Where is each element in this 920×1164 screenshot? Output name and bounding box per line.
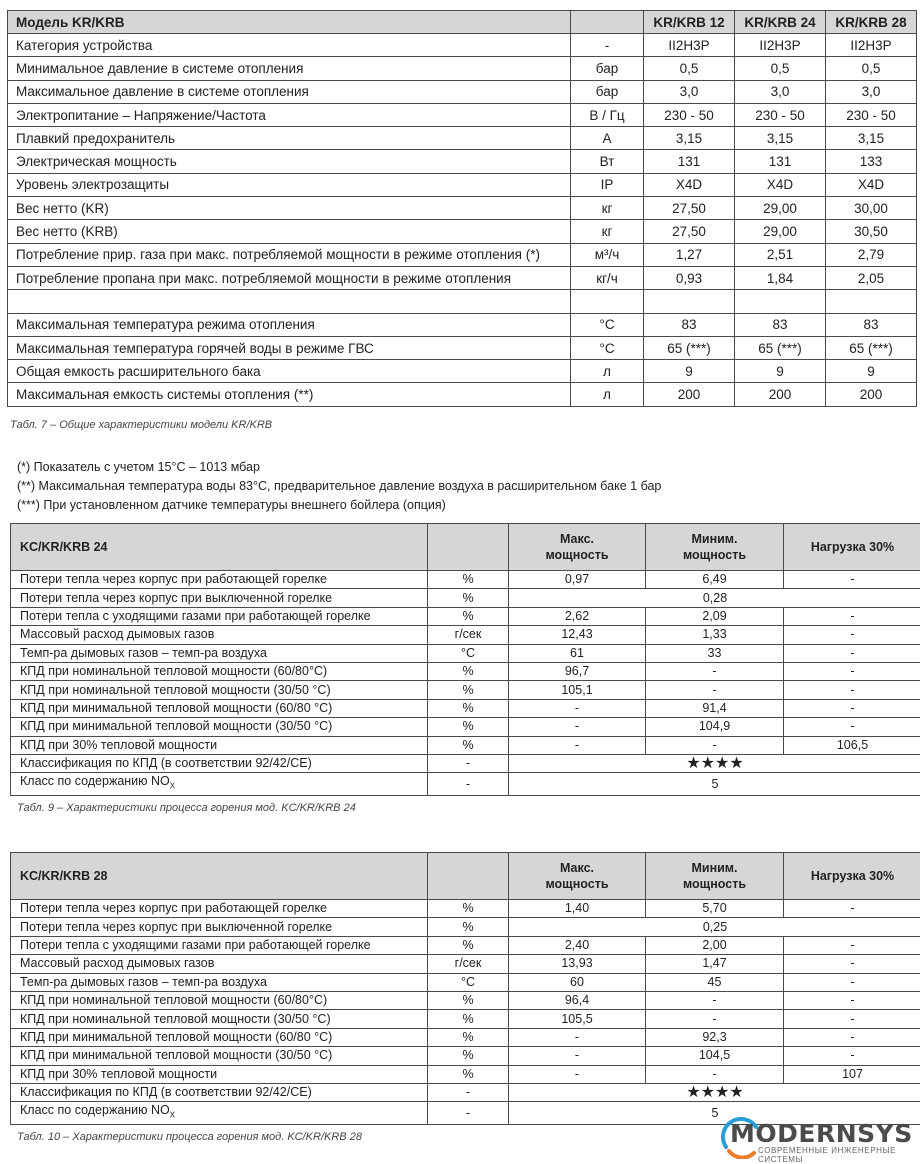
row-value: II2H3P xyxy=(826,34,917,57)
row-value-min: 92,3 xyxy=(646,1028,784,1046)
combustion-table-24-body xyxy=(11,571,920,796)
row-value: 83 xyxy=(735,313,826,336)
table-row xyxy=(8,313,917,336)
table-row xyxy=(8,34,917,57)
row-value-min: 104,9 xyxy=(646,718,784,736)
row-value-max: 2,62 xyxy=(509,607,646,625)
header-max-power xyxy=(509,524,646,571)
row-label-text: Потери тепла через корпус при работающей горелке xyxy=(20,572,327,586)
row-value: 3,0 xyxy=(735,80,826,103)
row-label-text: Классификация по КПД (в соответствии 92/42/CE) xyxy=(20,756,312,770)
row-unit: °C xyxy=(428,973,509,991)
row-label xyxy=(11,699,428,717)
row-value: 2,79 xyxy=(826,243,917,266)
row-value xyxy=(644,290,735,313)
table-row xyxy=(8,127,917,150)
table-row xyxy=(8,360,917,383)
row-label xyxy=(11,662,428,680)
row-value: 29,00 xyxy=(735,197,826,220)
row-value-load: - xyxy=(784,626,920,644)
table-header-row xyxy=(11,524,920,571)
row-label xyxy=(11,644,428,662)
combustion-table-24 xyxy=(10,523,920,796)
row-value-max: 2,40 xyxy=(509,936,646,954)
general-specs-table xyxy=(7,10,917,407)
footnote-1: (*) Показатель с учетом 15°C – 1013 мбар xyxy=(17,458,661,477)
header-model: KC/KR/KRB 24 xyxy=(11,524,428,571)
table-row xyxy=(11,1028,920,1046)
table-row xyxy=(11,991,920,1009)
row-value: II2H3P xyxy=(644,34,735,57)
row-label-subscript: X xyxy=(170,782,175,791)
table-row xyxy=(11,736,920,754)
row-value-max: 105,1 xyxy=(509,681,646,699)
row-unit: - xyxy=(428,773,509,796)
row-value-max: - xyxy=(509,1065,646,1083)
table-row xyxy=(11,699,920,717)
row-value-max: 13,93 xyxy=(509,955,646,973)
row-label-text: Класс по содержанию NO xyxy=(20,774,170,788)
row-unit: кг xyxy=(571,220,644,243)
header-kr28: KR/KRB 28 xyxy=(826,11,917,34)
row-unit: В / Гц xyxy=(571,103,644,126)
header-max-line1: Макс. xyxy=(560,861,594,875)
row-value: 83 xyxy=(826,313,917,336)
row-label-text: КПД при минимальной тепловой мощности (30/50 °C) xyxy=(20,1048,332,1062)
row-unit: % xyxy=(428,736,509,754)
row-unit xyxy=(571,290,644,313)
header-max-line1: Макс. xyxy=(560,532,594,546)
row-label xyxy=(11,973,428,991)
row-value-min: 104,5 xyxy=(646,1047,784,1065)
header-kr24: KR/KRB 24 xyxy=(735,11,826,34)
row-label-text: КПД при минимальной тепловой мощности (60/80 °C) xyxy=(20,701,332,715)
logo-wordmark: MODERNSYS xyxy=(730,1119,913,1148)
row-label-text: Классификация по КПД (в соответствии 92/42/CE) xyxy=(20,1085,312,1099)
row-value-min: 45 xyxy=(646,973,784,991)
row-value: 0,5 xyxy=(644,57,735,80)
row-label xyxy=(8,290,571,313)
header-min-line1: Миним. xyxy=(691,861,737,875)
row-value-load: - xyxy=(784,1028,920,1046)
header-max-line2: мощность xyxy=(545,548,608,562)
row-value: 2,05 xyxy=(826,266,917,289)
row-label-text: КПД при номинальной тепловой мощности (60/80°C) xyxy=(20,993,327,1007)
row-unit: % xyxy=(428,991,509,1009)
row-unit: % xyxy=(428,1028,509,1046)
header-min-line1: Миним. xyxy=(691,532,737,546)
table-row xyxy=(8,197,917,220)
row-value-max: - xyxy=(509,736,646,754)
row-label: Максимальная температура горячей воды в режиме ГВС xyxy=(8,336,571,359)
row-value: 230 - 50 xyxy=(644,103,735,126)
row-value-max: 96,4 xyxy=(509,991,646,1009)
row-value-min: 6,49 xyxy=(646,571,784,589)
row-label: Максимальная емкость системы отопления (**) xyxy=(8,383,571,406)
row-value-min: 91,4 xyxy=(646,699,784,717)
row-label: Максимальное давление в системе отопления xyxy=(8,80,571,103)
row-value-min: 5,70 xyxy=(646,900,784,918)
row-unit: IP xyxy=(571,173,644,196)
row-label-text: Потери тепла через корпус при выключенной горелке xyxy=(20,920,332,934)
row-unit: кг/ч xyxy=(571,266,644,289)
row-value xyxy=(826,290,917,313)
row-unit: % xyxy=(428,1010,509,1028)
row-label-text: Потери тепла с уходящими газами при работающей горелке xyxy=(20,938,371,952)
row-value: 230 - 50 xyxy=(735,103,826,126)
table-row xyxy=(11,662,920,680)
row-label-text: Потери тепла с уходящими газами при работающей горелке xyxy=(20,609,371,623)
header-unit xyxy=(571,11,644,34)
header-kr12: KR/KRB 12 xyxy=(644,11,735,34)
row-label xyxy=(11,754,428,772)
row-value-load: 107 xyxy=(784,1065,920,1083)
row-label: Категория устройства xyxy=(8,34,571,57)
row-label: Потребление прир. газа при макс. потребляемой мощности в режиме отопления (*) xyxy=(8,243,571,266)
row-label xyxy=(11,1047,428,1065)
row-value-max: 12,43 xyxy=(509,626,646,644)
row-value: 9 xyxy=(735,360,826,383)
row-label xyxy=(11,607,428,625)
row-label xyxy=(11,1102,428,1125)
row-unit: г/сек xyxy=(428,626,509,644)
row-value: 131 xyxy=(644,150,735,173)
footnote-2: (**) Максимальная температура воды 83°C, предварительное давление воздуха в расширительном баке 1 бар xyxy=(17,477,661,496)
row-unit: % xyxy=(428,900,509,918)
row-unit: - xyxy=(428,1102,509,1125)
table-header-row xyxy=(8,11,917,34)
row-label: Максимальная температура режима отопления xyxy=(8,313,571,336)
row-value: X4D xyxy=(826,173,917,196)
table-row xyxy=(11,626,920,644)
table-row xyxy=(11,973,920,991)
row-label-text: КПД при минимальной тепловой мощности (30/50 °C) xyxy=(20,719,332,733)
row-label xyxy=(11,1028,428,1046)
row-value: 3,0 xyxy=(644,80,735,103)
row-label-text: КПД при номинальной тепловой мощности (30/50 °C) xyxy=(20,1012,331,1026)
row-label-text: КПД при номинальной тепловой мощности (30/50 °C) xyxy=(20,683,331,697)
row-value: 2,51 xyxy=(735,243,826,266)
header-model: Модель KR/KRB xyxy=(8,11,571,34)
table-row xyxy=(8,57,917,80)
table-row xyxy=(8,266,917,289)
row-value-max: 0,97 xyxy=(509,571,646,589)
row-label xyxy=(11,589,428,607)
row-label: Электропитание – Напряжение/Частота xyxy=(8,103,571,126)
table-row xyxy=(11,571,920,589)
row-value: 30,50 xyxy=(826,220,917,243)
row-value-min: 1,33 xyxy=(646,626,784,644)
table-row xyxy=(8,173,917,196)
table-row xyxy=(11,936,920,954)
row-value: 9 xyxy=(826,360,917,383)
table-header-row xyxy=(11,853,920,900)
row-value-max: 1,40 xyxy=(509,900,646,918)
row-label xyxy=(11,955,428,973)
table-row xyxy=(8,383,917,406)
table-row xyxy=(11,1010,920,1028)
row-value: 30,00 xyxy=(826,197,917,220)
row-unit: % xyxy=(428,589,509,607)
row-unit: % xyxy=(428,699,509,717)
row-value-max: 96,7 xyxy=(509,662,646,680)
table-row xyxy=(8,80,917,103)
table-row xyxy=(8,220,917,243)
row-unit: м³/ч xyxy=(571,243,644,266)
row-label-subscript: X xyxy=(170,1111,175,1120)
row-label: Вес нетто (KR) xyxy=(8,197,571,220)
row-label xyxy=(11,718,428,736)
row-value-load: - xyxy=(784,681,920,699)
row-unit: % xyxy=(428,681,509,699)
row-unit: % xyxy=(428,571,509,589)
row-unit: А xyxy=(571,127,644,150)
row-value: 0,5 xyxy=(735,57,826,80)
row-value-load: - xyxy=(784,955,920,973)
row-value-load: - xyxy=(784,571,920,589)
row-unit: °C xyxy=(571,336,644,359)
row-unit: % xyxy=(428,662,509,680)
row-unit: % xyxy=(428,718,509,736)
row-label xyxy=(11,900,428,918)
row-label-text: Класс по содержанию NO xyxy=(20,1103,170,1117)
table-row xyxy=(11,1083,920,1101)
row-value-merged: 5 xyxy=(509,773,920,796)
row-unit: % xyxy=(428,607,509,625)
header-unit xyxy=(428,524,509,571)
row-unit: л xyxy=(571,360,644,383)
row-value-min: - xyxy=(646,681,784,699)
row-value-merged: 0,28 xyxy=(509,589,920,607)
row-label-text: КПД при 30% тепловой мощности xyxy=(20,738,217,752)
row-value-load: - xyxy=(784,936,920,954)
table-row xyxy=(11,1065,920,1083)
row-unit: % xyxy=(428,1047,509,1065)
row-value-load: - xyxy=(784,973,920,991)
row-label xyxy=(11,1065,428,1083)
row-label-text: Потери тепла через корпус при выключенной горелке xyxy=(20,591,332,605)
header-model: KC/KR/KRB 28 xyxy=(11,853,428,900)
row-value-max: - xyxy=(509,699,646,717)
row-value-min: - xyxy=(646,1065,784,1083)
header-min-power xyxy=(646,853,784,900)
row-value: 65 (***) xyxy=(826,336,917,359)
table-row xyxy=(11,1047,920,1065)
row-label-text: Потери тепла через корпус при работающей горелке xyxy=(20,901,327,915)
row-value: 65 (***) xyxy=(735,336,826,359)
header-load-30: Нагрузка 30% xyxy=(784,853,920,900)
row-label xyxy=(11,1010,428,1028)
row-label-text: Массовый расход дымовых газов xyxy=(20,956,214,970)
table-row xyxy=(11,900,920,918)
row-label-text: Темп-ра дымовых газов – темп-ра воздуха xyxy=(20,646,267,660)
row-value-min: 2,09 xyxy=(646,607,784,625)
logo-tagline: СОВРЕМЕННЫЕ ИНЖЕНЕРНЫЕ СИСТЕМЫ xyxy=(758,1146,920,1164)
row-value-load: - xyxy=(784,718,920,736)
row-value-load: - xyxy=(784,644,920,662)
row-label xyxy=(11,1083,428,1101)
row-value: X4D xyxy=(644,173,735,196)
row-value-min: 1,47 xyxy=(646,955,784,973)
row-value: 200 xyxy=(644,383,735,406)
header-min-power xyxy=(646,524,784,571)
table-row xyxy=(8,150,917,173)
row-unit: °C xyxy=(571,313,644,336)
row-value-max: 60 xyxy=(509,973,646,991)
row-unit: кг xyxy=(571,197,644,220)
table-row xyxy=(11,754,920,772)
row-value: 3,0 xyxy=(826,80,917,103)
table-row xyxy=(11,607,920,625)
row-label-text: КПД при 30% тепловой мощности xyxy=(20,1067,217,1081)
row-value-merged: 5 xyxy=(509,1102,920,1125)
row-label xyxy=(11,681,428,699)
row-value: 27,50 xyxy=(644,220,735,243)
row-value: 0,93 xyxy=(644,266,735,289)
row-value: 29,00 xyxy=(735,220,826,243)
row-unit: % xyxy=(428,936,509,954)
row-unit: Вт xyxy=(571,150,644,173)
general-specs-body xyxy=(8,34,917,407)
row-value-min: - xyxy=(646,991,784,1009)
row-label: Минимальное давление в системе отопления xyxy=(8,57,571,80)
efficiency-stars: ★★★★ xyxy=(509,1083,920,1101)
row-unit: °C xyxy=(428,644,509,662)
row-label: Электрическая мощность xyxy=(8,150,571,173)
row-value: 1,27 xyxy=(644,243,735,266)
row-value: 9 xyxy=(644,360,735,383)
table9-caption: Табл. 9 – Характеристики процесса горения мод. KC/KR/KRB 24 xyxy=(17,802,356,814)
row-value-load: - xyxy=(784,991,920,1009)
row-label-text: Массовый расход дымовых газов xyxy=(20,627,214,641)
row-value-load: 106,5 xyxy=(784,736,920,754)
row-label xyxy=(11,571,428,589)
row-value: 83 xyxy=(644,313,735,336)
table-row xyxy=(11,681,920,699)
table-row xyxy=(8,290,917,313)
row-unit: л xyxy=(571,383,644,406)
row-label: Вес нетто (KRB) xyxy=(8,220,571,243)
row-value-load: - xyxy=(784,1047,920,1065)
modernsys-logo xyxy=(720,1117,920,1158)
table-row xyxy=(8,243,917,266)
table-row xyxy=(8,336,917,359)
row-label-text: КПД при минимальной тепловой мощности (60/80 °C) xyxy=(20,1030,332,1044)
row-value-max: 61 xyxy=(509,644,646,662)
row-label: Уровень электрозащиты xyxy=(8,173,571,196)
row-value-load: - xyxy=(784,1010,920,1028)
row-value: 3,15 xyxy=(735,127,826,150)
row-value: 133 xyxy=(826,150,917,173)
header-max-line2: мощность xyxy=(545,877,608,891)
row-value: 200 xyxy=(735,383,826,406)
table7-caption: Табл. 7 – Общие характеристики модели KR/KRB xyxy=(10,419,272,431)
table-row xyxy=(8,103,917,126)
header-max-power xyxy=(509,853,646,900)
row-label xyxy=(11,626,428,644)
footnotes xyxy=(17,458,661,515)
table-row xyxy=(11,644,920,662)
row-label xyxy=(11,736,428,754)
row-label xyxy=(11,918,428,936)
table-row xyxy=(11,718,920,736)
row-value: X4D xyxy=(735,173,826,196)
row-unit: - xyxy=(428,754,509,772)
row-value: 1,84 xyxy=(735,266,826,289)
row-unit: - xyxy=(571,34,644,57)
row-value-min: 33 xyxy=(646,644,784,662)
row-value-min: 2,00 xyxy=(646,936,784,954)
efficiency-stars: ★★★★ xyxy=(509,754,920,772)
header-load-30: Нагрузка 30% xyxy=(784,524,920,571)
combustion-table-28-body xyxy=(11,900,920,1125)
row-label: Потребление пропана при макс. потребляемой мощности в режиме отопления xyxy=(8,266,571,289)
table10-caption: Табл. 10 – Характеристики процесса горения мод. KC/KR/KRB 28 xyxy=(17,1131,362,1143)
row-label-text: Темп-ра дымовых газов – темп-ра воздуха xyxy=(20,975,267,989)
row-label xyxy=(11,991,428,1009)
combustion-table-28 xyxy=(10,852,920,1125)
row-value: 0,5 xyxy=(826,57,917,80)
row-value-min: - xyxy=(646,662,784,680)
row-value: 3,15 xyxy=(644,127,735,150)
row-value-min: - xyxy=(646,1010,784,1028)
header-min-line2: мощность xyxy=(683,877,746,891)
row-unit: г/сек xyxy=(428,955,509,973)
row-value-load: - xyxy=(784,607,920,625)
header-unit xyxy=(428,853,509,900)
header-min-line2: мощность xyxy=(683,548,746,562)
row-label-text: КПД при номинальной тепловой мощности (60/80°C) xyxy=(20,664,327,678)
row-value-merged: 0,25 xyxy=(509,918,920,936)
row-value-max: - xyxy=(509,1047,646,1065)
table-row xyxy=(11,918,920,936)
row-unit: - xyxy=(428,1083,509,1101)
row-value-max: 105,5 xyxy=(509,1010,646,1028)
row-unit: бар xyxy=(571,80,644,103)
row-unit: бар xyxy=(571,57,644,80)
row-value-max: - xyxy=(509,718,646,736)
row-value xyxy=(735,290,826,313)
row-value-max: - xyxy=(509,1028,646,1046)
row-value: 230 - 50 xyxy=(826,103,917,126)
row-value-load: - xyxy=(784,900,920,918)
footnote-3: (***) При установленном датчике температуры внешнего бойлера (опция) xyxy=(17,496,661,515)
row-value: 27,50 xyxy=(644,197,735,220)
row-value: 131 xyxy=(735,150,826,173)
row-value: II2H3P xyxy=(735,34,826,57)
row-value: 65 (***) xyxy=(644,336,735,359)
table-row xyxy=(11,955,920,973)
row-value-min: - xyxy=(646,736,784,754)
row-unit: % xyxy=(428,1065,509,1083)
row-unit: % xyxy=(428,918,509,936)
row-label xyxy=(11,773,428,796)
row-value: 200 xyxy=(826,383,917,406)
table-row xyxy=(11,589,920,607)
row-label xyxy=(11,936,428,954)
row-label: Общая емкость расширительного бака xyxy=(8,360,571,383)
row-label: Плавкий предохранитель xyxy=(8,127,571,150)
row-value-load: - xyxy=(784,699,920,717)
table-row xyxy=(11,773,920,796)
row-value: 3,15 xyxy=(826,127,917,150)
row-value-load: - xyxy=(784,662,920,680)
